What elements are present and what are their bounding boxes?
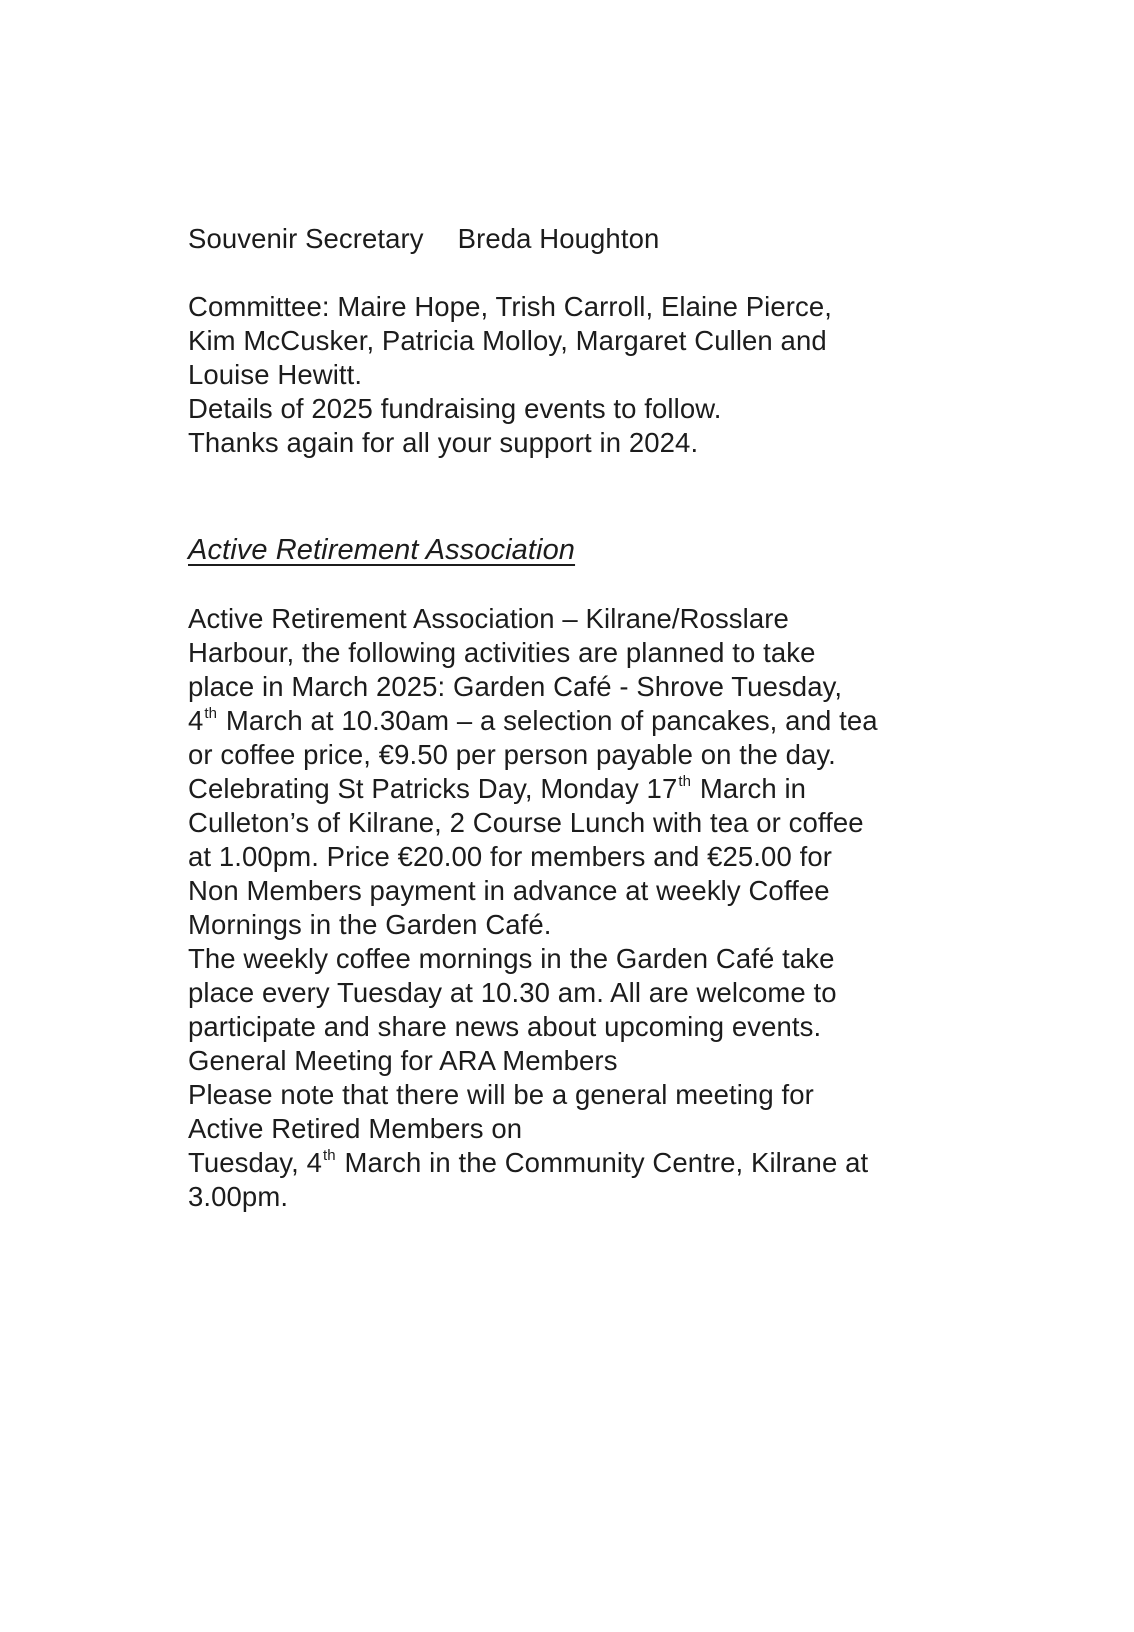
ara-line-text: Tuesday, 4 xyxy=(188,1147,322,1178)
ordinal-suffix: th xyxy=(323,1146,336,1164)
meeting-title: General Meeting for ARA Members xyxy=(188,1045,618,1076)
committee-line: Louise Hewitt. xyxy=(188,359,363,390)
ara-line xyxy=(188,704,968,738)
secretary-line xyxy=(188,222,968,256)
ara-line: Active Retired Members on xyxy=(188,1113,523,1144)
ara-line-text: March in the Community Centre, Kilrane at xyxy=(336,1147,869,1178)
document-body xyxy=(188,222,968,1214)
ara-line: Harbour, the following activities are planned to take xyxy=(188,637,816,668)
ara-line: or coffee price, €9.50 per person payable on the day. xyxy=(188,739,836,770)
ara-line: at 1.00pm. Price €20.00 for members and €25.00 for xyxy=(188,841,832,872)
ara-line: place in March 2025: Garden Café - Shrove Tuesday, xyxy=(188,671,843,702)
committee-line: Committee: Maire Hope, Trish Carroll, Elaine Pierce, xyxy=(188,291,833,322)
ara-line: Mornings in the Garden Café. xyxy=(188,909,552,940)
ara-date-number: 4 xyxy=(188,705,204,736)
committee-block xyxy=(188,290,968,460)
section-heading: Active Retirement Association xyxy=(188,534,576,566)
ara-line: The weekly coffee mornings in the Garden Café take xyxy=(188,943,835,974)
thanks-note: Thanks again for all your support in 2024. xyxy=(188,427,699,458)
ara-line-text: March at 10.30am – a selection of pancakes, and tea xyxy=(218,705,878,736)
fundraising-note: Details of 2025 fundraising events to follow. xyxy=(188,393,722,424)
ara-line: Please note that there will be a general meeting for xyxy=(188,1079,814,1110)
ordinal-suffix: th xyxy=(678,772,692,790)
ara-line: Active Retirement Association – Kilrane/Rosslare xyxy=(188,603,789,634)
ara-line: 3.00pm. xyxy=(188,1181,289,1212)
ara-line: place every Tuesday at 10.30 am. All are welcome to xyxy=(188,977,837,1008)
ara-line: Non Members payment in advance at weekly Coffee xyxy=(188,875,830,906)
secretary-role: Souvenir Secretary xyxy=(188,223,424,254)
ara-line xyxy=(188,772,968,806)
ara-line: participate and share news about upcoming events. xyxy=(188,1011,822,1042)
secretary-name: Breda Houghton xyxy=(457,223,660,254)
committee-line: Kim McCusker, Patricia Molloy, Margaret Cullen and xyxy=(188,325,827,356)
ara-paragraph xyxy=(188,602,968,1214)
ara-line: Culleton’s of Kilrane, 2 Course Lunch with tea or coffee xyxy=(188,807,864,838)
ara-line-text: March in xyxy=(692,773,807,804)
ara-line-text: Celebrating St Patricks Day, Monday 17 xyxy=(188,773,678,804)
ordinal-suffix: th xyxy=(204,704,218,722)
ara-line xyxy=(188,1146,968,1180)
